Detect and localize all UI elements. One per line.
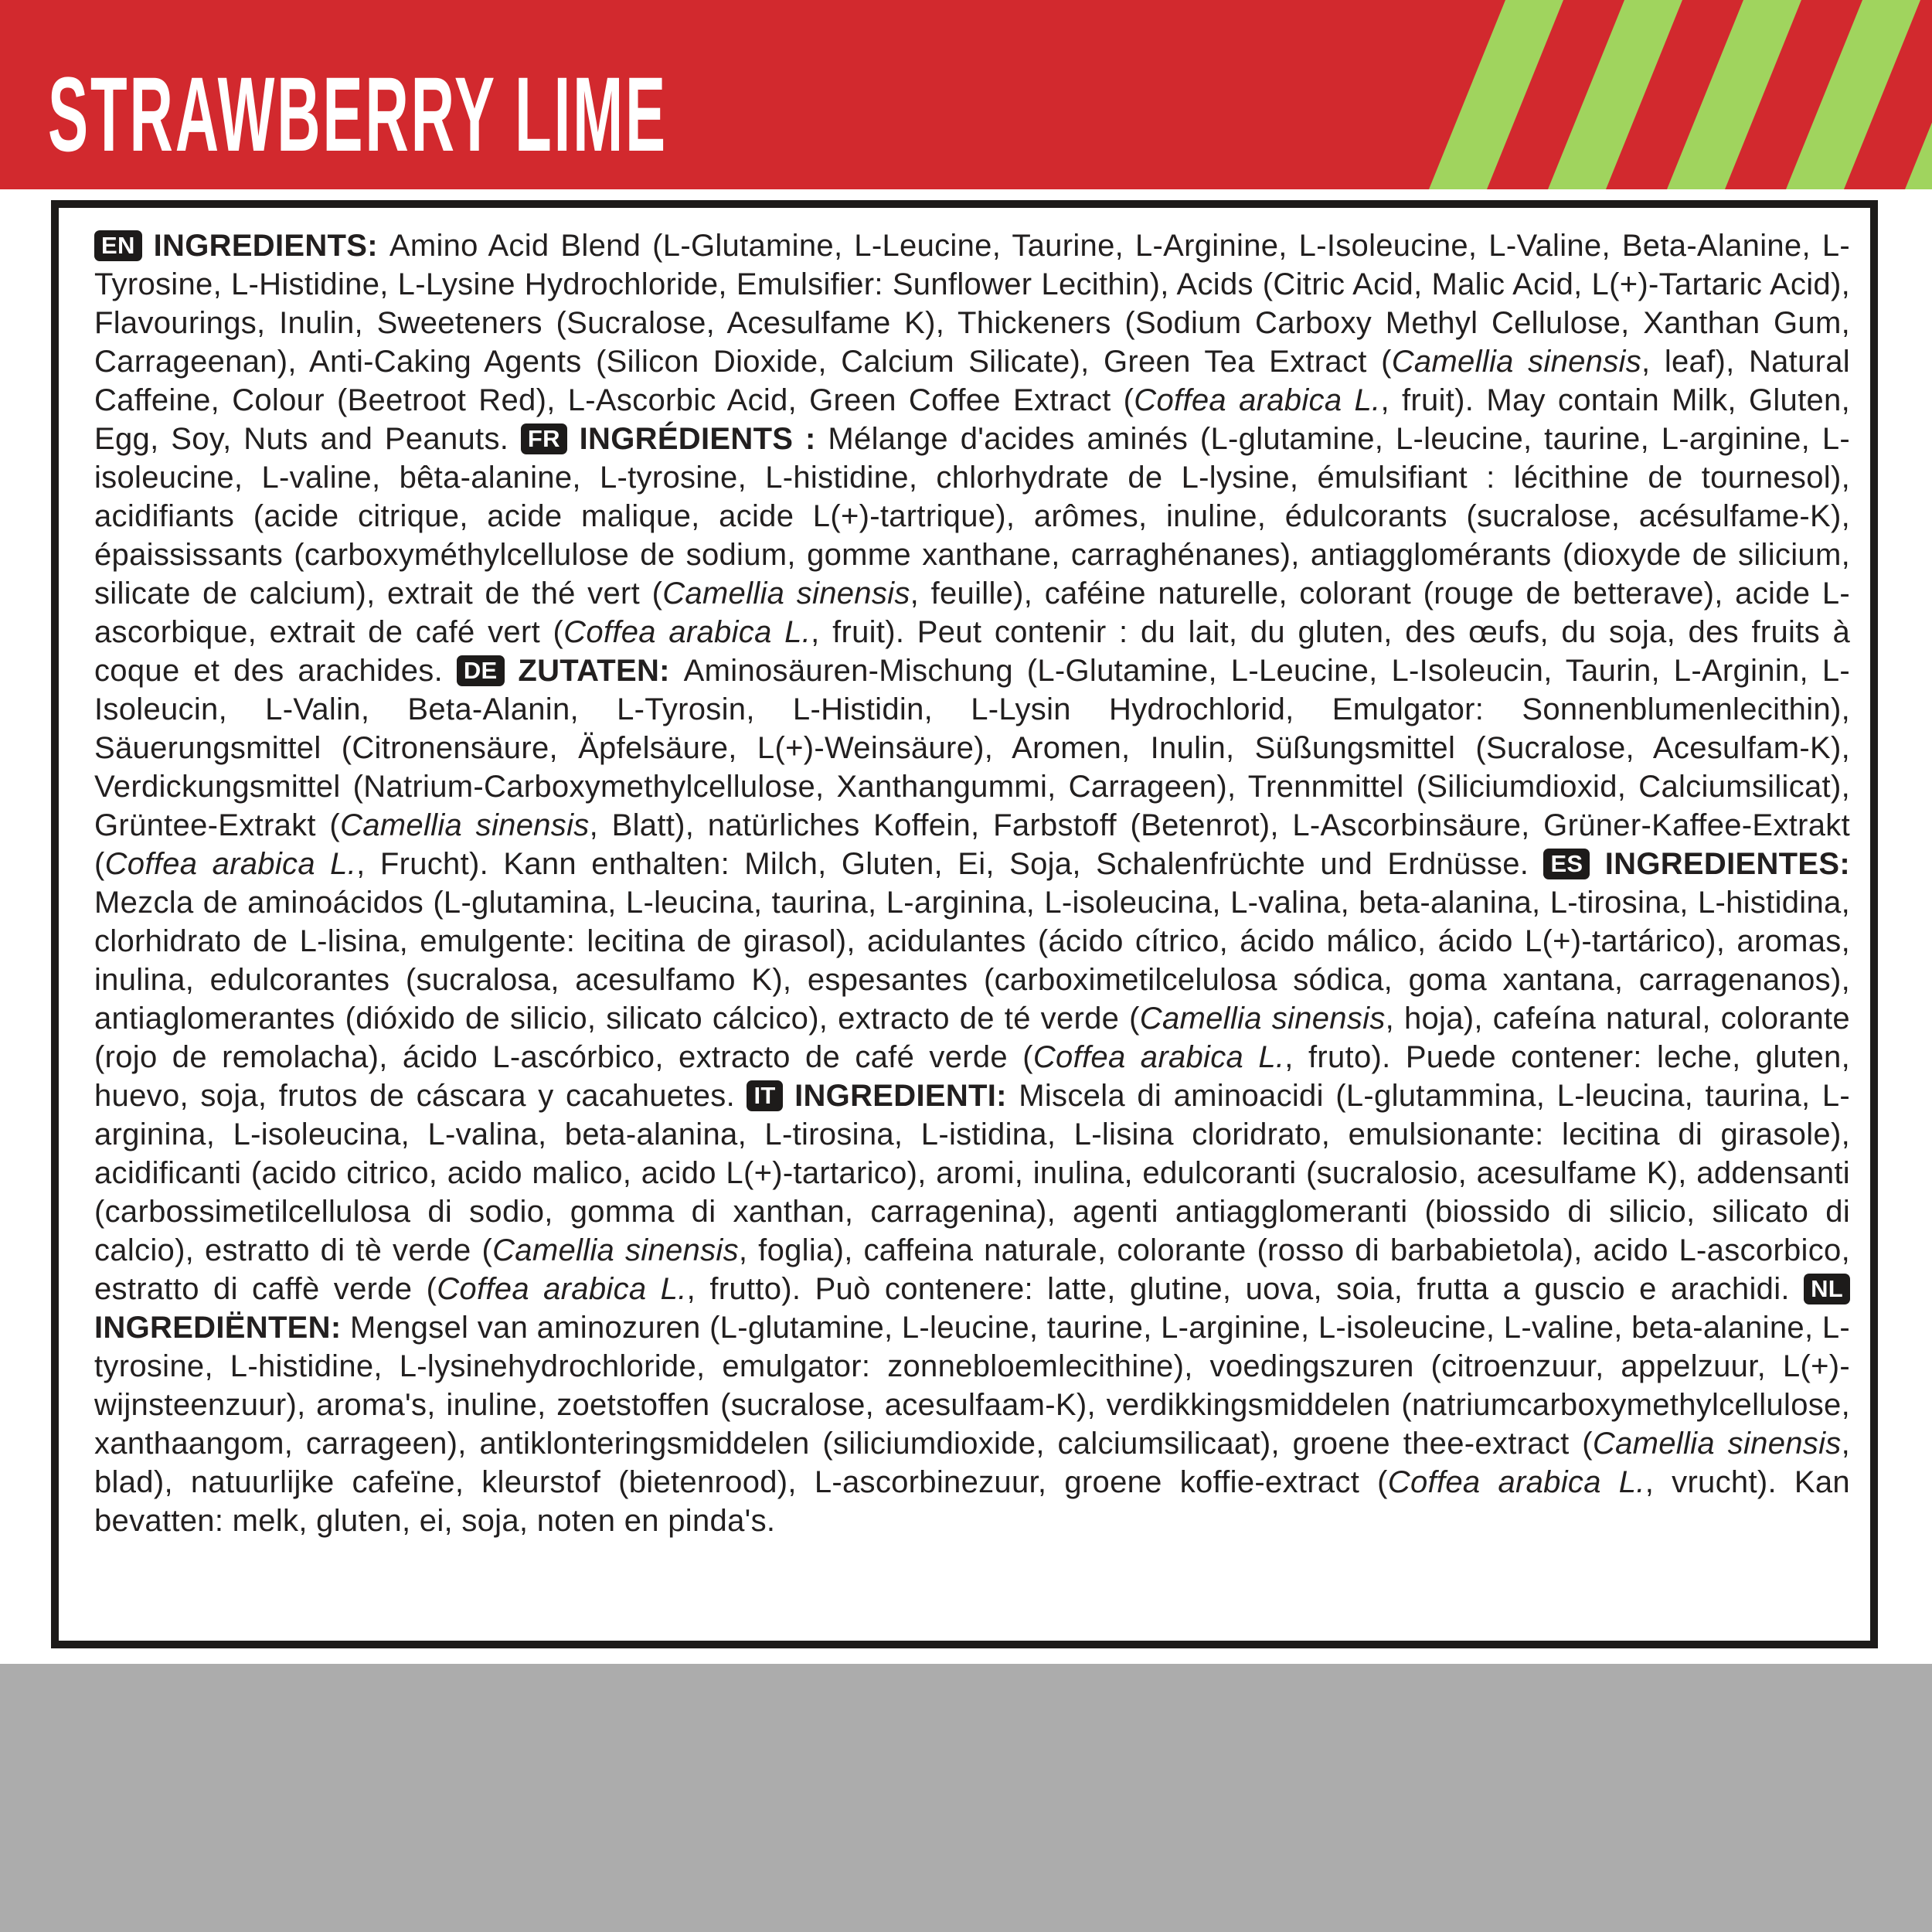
ingredients-segment: , fruit). Peut contenir : du lait, du gluten, des œufs, du soja, des fruits à coque et des arachides. <box>94 615 1850 688</box>
ingredients-segment: , feuille), caféine naturelle, colorant (rouge de betterave), acide L-ascorbique, extrait de café vert ( <box>94 577 1850 649</box>
flavor-banner <box>0 0 1932 189</box>
ingredients-segment: INGREDIENTI: <box>782 1079 1019 1113</box>
ingredients-segment: Coffea arabica L. <box>1387 1465 1645 1499</box>
ingredients-segment: Camellia sinensis <box>1391 345 1642 379</box>
ingredients-segment: Mengsel van aminozuren (L-glutamine, L-leucine, taurine, L-arginine, L-isoleucine, L-valine, beta-alanine, L-tyrosine, L-histidine, L-lysinehydrochloride, emulgator: zonnebloemlecithine), voedingszuren (citroenzuur, appelzuur, L(+)-wijnsteenzuur), aroma's, inuline, zoetstoffen (sucralose, acesulfaam-K), verdikkingsmiddelen (natriumcarboxymethylcellulose, xanthaangom, carrageen), antiklonteringsmiddelen (siliciumdioxide, calciumsilicaat), groene thee-extract ( <box>94 1311 1850 1461</box>
ingredients-segment: Coffea arabica L. <box>1032 1040 1285 1074</box>
ingredients-segment: , foglia), caffeina naturale, colorante (rosso di barbabietola), acido L-ascorbico, estratto di caffè verde ( <box>94 1233 1850 1306</box>
ingredients-segment: Mélange d'acides aminés (L-glutamine, L-leucine, taurine, L-arginine, L-isoleucine, L-valine, bêta-alanine, L-tyrosine, L-histidine, chlorhydrate de L-lysine, émulsifiant : lécithine de tournesol), acidifiants (acide citrique, acide malique, acide L(+)-tartrique), arômes, inuline, édulcorants (sucralose, acésulfame-K), épaississants (carboxyméthylcellulose de sodium, gomme xanthane, carraghénanes), antiagglomérants (dioxyde de silicium, silicate de calcium), extrait de thé vert ( <box>94 422 1850 611</box>
ingredients-text <box>59 208 1870 1554</box>
ingredients-segment: Coffea arabica L. <box>104 847 357 881</box>
ingredients-panel <box>51 200 1878 1648</box>
ingredients-segment: , Blatt), natürliches Koffein, Farbstoff (Betenrot), L-Ascorbinsäure, Grüner-Kaffee-Extrakt ( <box>94 808 1850 881</box>
lang-tag-fr: FR <box>521 423 567 454</box>
ingredients-segment: , blad), natuurlijke cafeïne, kleurstof (bietenrood), L-ascorbinezuur, groene koffie-extract ( <box>94 1427 1850 1499</box>
ingredients-segment: INGREDIENTS: <box>141 229 389 263</box>
ingredients-segment: Camellia sinensis <box>340 808 590 842</box>
ingredients-segment: , Frucht). Kann enthalten: Milch, Gluten, Ei, Soja, Schalenfrüchte und Erdnüsse. <box>356 847 1544 881</box>
lang-tag-it: IT <box>747 1080 782 1111</box>
ingredients-segment: , leaf), Natural Caffeine, Colour (Beetroot Red), L-Ascorbic Acid, Green Coffee Extract ( <box>94 345 1850 417</box>
ingredients-segment: , fruto). Puede contener: leche, gluten, huevo, soja, frutos de cáscara y cacahuetes. <box>94 1040 1850 1113</box>
ingredients-segment: Camellia sinensis <box>492 1233 739 1267</box>
lang-tag-de: DE <box>457 655 505 686</box>
ingredients-segment: , fruit). May contain Milk, Gluten, Egg, Soy, Nuts and Peanuts. <box>94 383 1851 456</box>
ingredients-segment: Coffea arabica L. <box>437 1272 687 1306</box>
ingredients-segment: , frutto). Può contenere: latte, glutine, uova, soia, frutta a guscio e arachidi. <box>686 1272 1804 1306</box>
ingredients-segment: Camellia sinensis <box>1139 1002 1386 1036</box>
footer-gray-band <box>0 1664 1932 1932</box>
ingredients-segment: INGRÉDIENTS : <box>566 422 828 456</box>
ingredients-segment: Coffea arabica L. <box>1134 383 1381 417</box>
ingredients-segment: , hoja), cafeína natural, colorante (rojo de remolacha), ácido L-ascórbico, extracto de café verde ( <box>94 1002 1850 1074</box>
ingredients-segment: Coffea arabica L. <box>563 615 811 649</box>
ingredients-segment: Camellia sinensis <box>1592 1427 1842 1461</box>
ingredients-segment: Camellia sinensis <box>662 577 910 611</box>
ingredients-segment: INGREDIËNTEN: <box>94 1311 350 1345</box>
ingredients-segment: Amino Acid Blend (L-Glutamine, L-Leucine, Taurine, L-Arginine, L-Isoleucine, L-Valine, Beta-Alanine, L-Tyrosine, L-Histidine, L-Lysine Hydrochloride, Emulsifier: Sunflower Lecithin), Acids (Citric Acid, Malic Acid, L(+)-Tartaric Acid), Flavourings, Inulin, Sweeteners (Sucralose, Acesulfame K), Thickeners (Sodium Carboxy Methyl Cellulose, Xanthan Gum, Carrageenan), Anti-Caking Agents (Silicon Dioxide, Calcium Silicate), Green Tea Extract ( <box>94 229 1850 379</box>
ingredients-segment: Mezcla de aminoácidos (L-glutamina, L-leucina, taurina, L-arginina, L-isoleucina, L-valina, beta-alanina, L-tirosina, L-histidina, clorhidrato de L-lisina, emulgente: lecitina de girasol), acidulantes (ácido cítrico, ácido málico, ácido L(+)-tartárico), aromas, inulina, edulcorantes (sucralosa, acesulfamo K), espesantes (carboximetilcelulosa sódica, goma xantana, carragenanos), antiaglomerantes (dióxido de silicio, silicato cálcico), extracto de té verde ( <box>94 886 1850 1036</box>
ingredients-segment: , vrucht). Kan bevatten: melk, gluten, ei, soja, noten en pinda's. <box>94 1465 1850 1538</box>
lang-tag-nl: NL <box>1804 1274 1850 1304</box>
ingredients-segment: Aminosäuren-Mischung (L-Glutamine, L-Leucine, L-Isoleucin, Taurin, L-Arginin, L-Isoleucin, L-Valin, Beta-Alanin, L-Tyrosin, L-Histidin, L-Lysin Hydrochlorid, Emulgator: Sonnenblumenlecithin), Säuerungsmittel (Citronensäure, Äpfelsäure, L(+)-Weinsäure), Aromen, Inulin, Süßungsmittel (Sucralose, Acesulfam-K), Verdickungsmittel (Natrium-Carboxymethylcellulose, Xanthangummi, Carrageen), Trennmittel (Siliciumdioxid, Calciumsilicat), Grüntee-Extrakt ( <box>94 654 1850 842</box>
lang-tag-en: EN <box>94 230 142 261</box>
flavor-title: STRAWBERRY LIME <box>48 56 668 174</box>
lang-tag-es: ES <box>1543 849 1590 879</box>
ingredients-segment: Miscela di aminoacidi (L-glutammina, L-leucina, taurina, L-arginina, L-isoleucina, L-valina, beta-alanina, L-tirosina, L-istidina, L-lisina cloridrato, emulsionante: lecitina di girasole), acidificanti (acido citrico, acido malico, acido L(+)-tartarico), aromi, inulina, edulcoranti (sucralosio, acesulfame K), addensanti (carbossimetilcellulosa di sodio, gomma di xanthan, carragenina), agenti antiagglomeranti (biossido di silicio, silicato di calcio), estratto di tè verde ( <box>94 1079 1850 1267</box>
ingredients-segment: ZUTATEN: <box>504 654 684 688</box>
ingredients-segment: INGREDIENTES: <box>1590 847 1850 881</box>
